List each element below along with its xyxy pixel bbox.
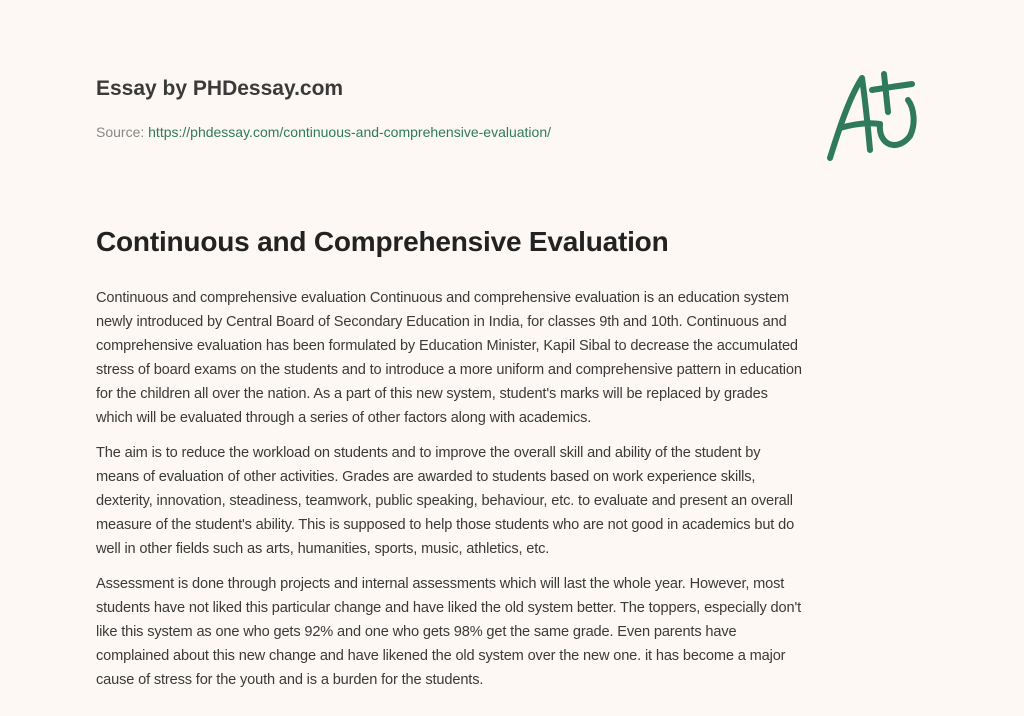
text-line: complained about this new change and have likened the old system over the new one. it has become a major	[96, 648, 786, 664]
text-line: students have not liked this particular change and have liked the old system better. The toppers, especially don't	[96, 600, 801, 616]
text-line: means of evaluation of other activities. Grades are awarded to students based on work experience skills,	[96, 469, 756, 485]
text-line: comprehensive evaluation has been formulated by Education Minister, Kapil Sibal to decrease the accumulated	[96, 338, 798, 354]
text-line: measure of the student's ability. This is supposed to help those students who are not good in academics but do	[96, 517, 795, 533]
text-line: newly introduced by Central Board of Secondary Education in India, for classes 9th and 10th. Continuous and	[96, 314, 787, 330]
text-line: which will be evaluated through a series of other factors along with academics.	[96, 410, 592, 426]
source-label: Source:	[96, 124, 145, 140]
text-line: Assessment is done through projects and internal assessments which will last the whole year. However, most	[96, 576, 785, 592]
article-title: Continuous and Comprehensive Evaluation	[96, 226, 669, 257]
text-line: stress of board exams on the students and to introduce a more uniform and comprehensive pattern in education	[96, 362, 802, 378]
text-line: for the children all over the nation. As a part of this new system, student's marks will be replaced by grades	[96, 386, 768, 402]
source-link[interactable]: https://phdessay.com/continuous-and-comprehensive-evaluation/	[148, 124, 551, 140]
site-brand: Essay by PHDessay.com	[96, 77, 344, 100]
source-line	[96, 124, 551, 140]
paragraph-3	[96, 572, 936, 692]
text-line: cause of stress for the youth and is a burden for the students.	[96, 672, 484, 688]
paragraph-1	[96, 286, 936, 430]
a-plus-logo-icon	[818, 66, 928, 166]
text-line: well in other fields such as arts, humanities, sports, music, athletics, etc.	[96, 541, 550, 557]
paragraph-2	[96, 441, 936, 561]
text-line: Continuous and comprehensive evaluation Continuous and comprehensive evaluation is an education system	[96, 290, 789, 306]
text-line: dexterity, innovation, steadiness, teamwork, public speaking, behaviour, etc. to evaluate and present an overall	[96, 493, 793, 509]
text-line: The aim is to reduce the workload on students and to improve the overall skill and ability of the student by	[96, 445, 761, 461]
text-line: like this system as one who gets 92% and one who gets 98% get the same grade. Even parents have	[96, 624, 737, 640]
article-body	[96, 286, 936, 703]
